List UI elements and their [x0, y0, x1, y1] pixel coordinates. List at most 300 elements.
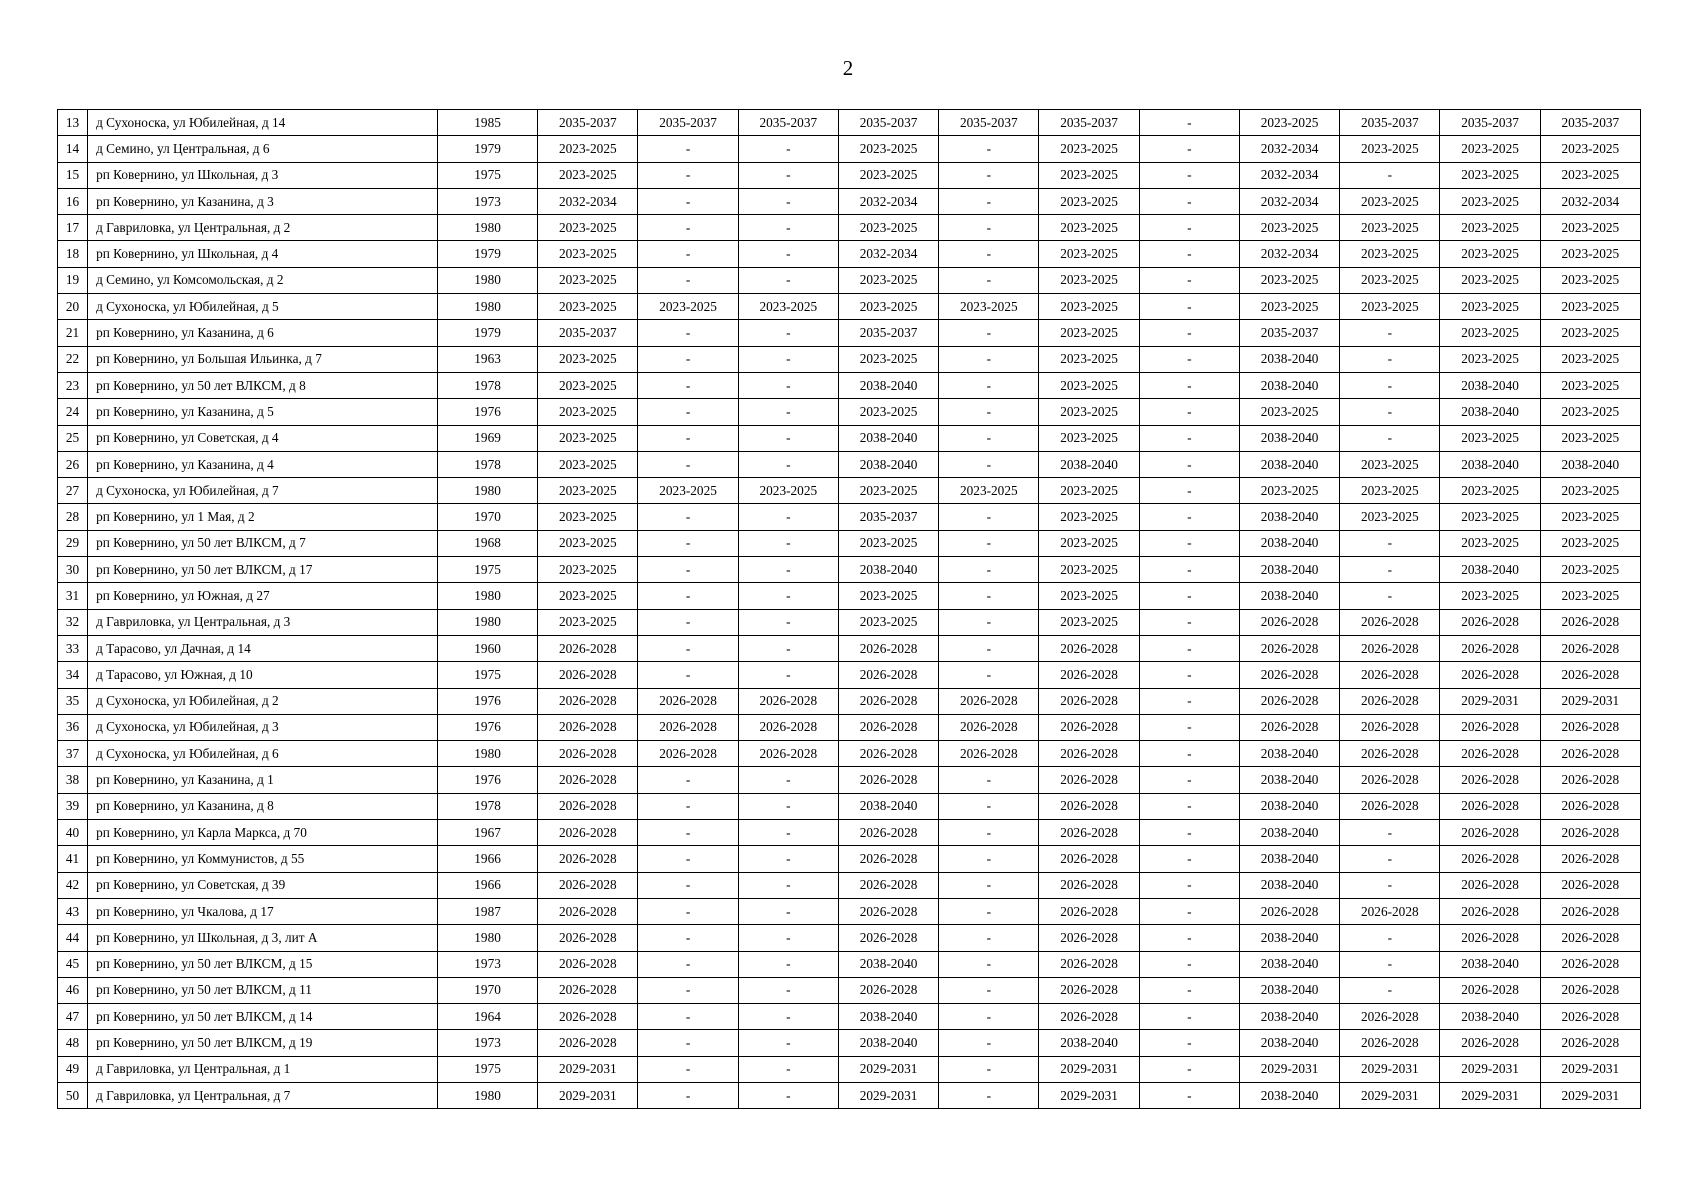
table-row [58, 504, 1641, 530]
row-number-cell: 35 [58, 688, 88, 714]
row-number-cell: 41 [58, 846, 88, 872]
period-cell: - [638, 346, 738, 372]
address-cell: д Семино, ул Комсомольская, д 2 [88, 267, 438, 293]
address-cell: д Гавриловка, ул Центральная, д 2 [88, 215, 438, 241]
period-cell: 2038-2040 [1239, 504, 1339, 530]
period-cell: - [738, 241, 838, 267]
period-cell: 2038-2040 [1440, 557, 1540, 583]
period-cell: - [738, 320, 838, 346]
period-cell: 2026-2028 [1440, 872, 1540, 898]
period-cell: 2023-2025 [1540, 372, 1640, 398]
period-cell: 2023-2025 [1440, 241, 1540, 267]
row-number-cell: 19 [58, 267, 88, 293]
table-row [58, 267, 1641, 293]
period-cell: - [1139, 846, 1239, 872]
row-number-cell: 48 [58, 1030, 88, 1056]
table-row [58, 188, 1641, 214]
period-cell: 2038-2040 [1239, 872, 1339, 898]
period-cell: - [939, 767, 1039, 793]
row-number-cell: 22 [58, 346, 88, 372]
period-cell: - [939, 609, 1039, 635]
period-cell: 2038-2040 [1039, 451, 1139, 477]
row-number-cell: 39 [58, 793, 88, 819]
period-cell: 2038-2040 [1239, 425, 1339, 451]
address-cell: рп Ковернино, ул 50 лет ВЛКСМ, д 7 [88, 530, 438, 556]
period-cell: 2026-2028 [1440, 898, 1540, 924]
address-cell: рп Ковернино, ул Чкалова, д 17 [88, 898, 438, 924]
period-cell: 2026-2028 [1440, 820, 1540, 846]
row-number-cell: 17 [58, 215, 88, 241]
period-cell: - [638, 188, 738, 214]
period-cell: - [939, 320, 1039, 346]
period-cell: 2026-2028 [1340, 1004, 1440, 1030]
period-cell: - [738, 793, 838, 819]
address-cell: рп Ковернино, ул 50 лет ВЛКСМ, д 15 [88, 951, 438, 977]
period-cell: - [638, 372, 738, 398]
period-cell: - [638, 530, 738, 556]
period-cell: 2026-2028 [1540, 1030, 1640, 1056]
period-cell: 2029-2031 [1039, 1056, 1139, 1082]
period-cell: 2026-2028 [838, 635, 938, 661]
row-number-cell: 29 [58, 530, 88, 556]
period-cell: - [1340, 925, 1440, 951]
period-cell: 2026-2028 [1440, 714, 1540, 740]
row-number-cell: 38 [58, 767, 88, 793]
row-number-cell: 18 [58, 241, 88, 267]
table-row [58, 583, 1641, 609]
period-cell: 2038-2040 [1239, 346, 1339, 372]
period-cell: 2023-2025 [1540, 162, 1640, 188]
period-cell: - [939, 1004, 1039, 1030]
period-cell: 2026-2028 [1440, 793, 1540, 819]
period-cell: 2038-2040 [1239, 925, 1339, 951]
period-cell: 2023-2025 [1039, 557, 1139, 583]
period-cell: 2026-2028 [1440, 925, 1540, 951]
period-cell: 2035-2037 [1440, 110, 1540, 136]
address-cell: д Сухоноска, ул Юбилейная, д 7 [88, 478, 438, 504]
table-row [58, 294, 1641, 320]
period-cell: - [638, 425, 738, 451]
period-cell: - [738, 583, 838, 609]
period-cell: - [939, 425, 1039, 451]
period-cell: - [1139, 478, 1239, 504]
table-row [58, 846, 1641, 872]
period-cell: 2023-2025 [1540, 425, 1640, 451]
address-cell: д Сухоноска, ул Юбилейная, д 5 [88, 294, 438, 320]
period-cell: 2023-2025 [538, 583, 638, 609]
period-cell: 2023-2025 [1440, 294, 1540, 320]
period-cell: 2029-2031 [1540, 1056, 1640, 1082]
period-cell: - [1139, 951, 1239, 977]
period-cell: 2023-2025 [1540, 215, 1640, 241]
period-cell: 2026-2028 [538, 1030, 638, 1056]
period-cell: - [939, 1056, 1039, 1082]
period-cell: 2026-2028 [1239, 609, 1339, 635]
row-number-cell: 30 [58, 557, 88, 583]
period-cell: 2035-2037 [1540, 110, 1640, 136]
period-cell: - [638, 320, 738, 346]
period-cell: 2023-2025 [1239, 399, 1339, 425]
period-cell: 2023-2025 [538, 136, 638, 162]
period-cell: 2038-2040 [1239, 820, 1339, 846]
table-row [58, 425, 1641, 451]
period-cell: 2023-2025 [1540, 530, 1640, 556]
period-cell: - [1139, 1004, 1239, 1030]
row-number-cell: 31 [58, 583, 88, 609]
address-cell: д Гавриловка, ул Центральная, д 7 [88, 1082, 438, 1108]
period-cell: 2023-2025 [1039, 504, 1139, 530]
year-cell: 1973 [437, 951, 537, 977]
period-cell: 2023-2025 [838, 399, 938, 425]
address-cell: рп Ковернино, ул Карла Маркса, д 70 [88, 820, 438, 846]
table-row [58, 951, 1641, 977]
address-cell: д Сухоноска, ул Юбилейная, д 2 [88, 688, 438, 714]
period-cell: 2026-2028 [939, 714, 1039, 740]
year-cell: 1979 [437, 241, 537, 267]
period-cell: 2026-2028 [1039, 846, 1139, 872]
period-cell: 2023-2025 [1039, 241, 1139, 267]
address-cell: рп Ковернино, ул Казанина, д 4 [88, 451, 438, 477]
period-cell: - [638, 241, 738, 267]
period-cell: 2026-2028 [1540, 767, 1640, 793]
year-cell: 1987 [437, 898, 537, 924]
year-cell: 1980 [437, 478, 537, 504]
year-cell: 1970 [437, 504, 537, 530]
period-cell: 2023-2025 [1239, 110, 1339, 136]
period-cell: 2026-2028 [1340, 767, 1440, 793]
period-cell: - [638, 1004, 738, 1030]
page-number: 2 [842, 56, 854, 80]
period-cell: 2035-2037 [838, 320, 938, 346]
period-cell: - [638, 898, 738, 924]
period-cell: 2026-2028 [1039, 898, 1139, 924]
year-cell: 1964 [437, 1004, 537, 1030]
table-row [58, 1030, 1641, 1056]
period-cell: - [1340, 399, 1440, 425]
period-cell: 2023-2025 [1039, 425, 1139, 451]
address-cell: д Сухоноска, ул Юбилейная, д 3 [88, 714, 438, 740]
period-cell: 2035-2037 [638, 110, 738, 136]
period-cell: 2038-2040 [838, 951, 938, 977]
period-cell: - [738, 162, 838, 188]
period-cell: 2026-2028 [538, 688, 638, 714]
period-cell: 2023-2025 [1540, 583, 1640, 609]
period-cell: 2023-2025 [538, 241, 638, 267]
year-cell: 1980 [437, 294, 537, 320]
period-cell: 2029-2031 [838, 1082, 938, 1108]
period-cell: 2023-2025 [1540, 136, 1640, 162]
period-cell: 2023-2025 [1039, 136, 1139, 162]
table-row [58, 1056, 1641, 1082]
year-cell: 1979 [437, 136, 537, 162]
period-cell: - [1139, 820, 1239, 846]
period-cell: 2029-2031 [538, 1082, 638, 1108]
year-cell: 1973 [437, 1030, 537, 1056]
period-cell: - [1139, 451, 1239, 477]
period-cell: 2023-2025 [1039, 294, 1139, 320]
period-cell: 2023-2025 [1540, 241, 1640, 267]
table-row [58, 136, 1641, 162]
period-cell: 2026-2028 [538, 1004, 638, 1030]
period-cell: - [1139, 1056, 1239, 1082]
period-cell: - [939, 162, 1039, 188]
period-cell: 2026-2028 [1340, 688, 1440, 714]
period-cell: - [1139, 372, 1239, 398]
address-cell: рп Ковернино, ул Коммунистов, д 55 [88, 846, 438, 872]
period-cell: 2026-2028 [838, 846, 938, 872]
period-cell: 2026-2028 [1039, 688, 1139, 714]
period-cell: - [939, 372, 1039, 398]
year-cell: 1980 [437, 267, 537, 293]
period-cell: 2023-2025 [838, 530, 938, 556]
period-cell: - [638, 872, 738, 898]
period-cell: 2023-2025 [638, 478, 738, 504]
row-number-cell: 28 [58, 504, 88, 530]
period-cell: - [1139, 767, 1239, 793]
period-cell: 2023-2025 [1340, 504, 1440, 530]
period-cell: 2026-2028 [1239, 898, 1339, 924]
period-cell: 2038-2040 [1239, 1030, 1339, 1056]
period-cell: 2038-2040 [1239, 741, 1339, 767]
period-cell: 2029-2031 [1340, 1056, 1440, 1082]
year-cell: 1980 [437, 925, 537, 951]
period-cell: 2026-2028 [1039, 662, 1139, 688]
period-cell: - [1139, 320, 1239, 346]
period-cell: - [1139, 504, 1239, 530]
period-cell: 2026-2028 [838, 820, 938, 846]
period-cell: 2029-2031 [838, 1056, 938, 1082]
period-cell: 2029-2031 [1440, 688, 1540, 714]
row-number-cell: 24 [58, 399, 88, 425]
period-cell: - [939, 1082, 1039, 1108]
period-cell: - [738, 662, 838, 688]
period-cell: 2026-2028 [1540, 977, 1640, 1003]
period-cell: - [939, 188, 1039, 214]
period-cell: 2023-2025 [1340, 451, 1440, 477]
period-cell: 2035-2037 [838, 504, 938, 530]
period-cell: 2023-2025 [1540, 504, 1640, 530]
period-cell: 2026-2028 [1039, 1004, 1139, 1030]
period-cell: 2026-2028 [1039, 741, 1139, 767]
period-cell: - [638, 1030, 738, 1056]
row-number-cell: 14 [58, 136, 88, 162]
period-cell: - [738, 1004, 838, 1030]
period-cell: - [1139, 346, 1239, 372]
period-cell: - [738, 872, 838, 898]
period-cell: - [1340, 820, 1440, 846]
table-row [58, 872, 1641, 898]
period-cell: 2023-2025 [538, 162, 638, 188]
period-cell: 2026-2028 [1540, 898, 1640, 924]
address-cell: рп Ковернино, ул 50 лет ВЛКСМ, д 8 [88, 372, 438, 398]
period-cell: 2023-2025 [838, 267, 938, 293]
table-row [58, 741, 1641, 767]
address-cell: рп Ковернино, ул Школьная, д 4 [88, 241, 438, 267]
period-cell: - [738, 1082, 838, 1108]
row-number-cell: 47 [58, 1004, 88, 1030]
address-cell: рп Ковернино, ул Казанина, д 5 [88, 399, 438, 425]
table-row [58, 609, 1641, 635]
period-cell: - [939, 662, 1039, 688]
period-cell: 2026-2028 [1239, 635, 1339, 661]
period-cell: 2038-2040 [838, 451, 938, 477]
year-cell: 1975 [437, 557, 537, 583]
period-cell: - [738, 451, 838, 477]
period-cell: 2023-2025 [738, 478, 838, 504]
period-cell: 2023-2025 [1039, 346, 1139, 372]
period-cell: 2023-2025 [538, 399, 638, 425]
table-row [58, 820, 1641, 846]
period-cell: 2026-2028 [1440, 846, 1540, 872]
period-cell: - [738, 609, 838, 635]
period-cell: 2032-2034 [538, 188, 638, 214]
period-cell: 2026-2028 [538, 767, 638, 793]
period-cell: 2038-2040 [838, 1004, 938, 1030]
period-cell: 2023-2025 [538, 609, 638, 635]
table-row [58, 767, 1641, 793]
period-cell: - [1139, 188, 1239, 214]
period-cell: 2023-2025 [1340, 294, 1440, 320]
period-cell: 2026-2028 [538, 662, 638, 688]
period-cell: 2023-2025 [538, 215, 638, 241]
period-cell: - [738, 372, 838, 398]
table-row [58, 635, 1641, 661]
period-cell: 2038-2040 [1239, 1004, 1339, 1030]
period-cell: 2026-2028 [738, 741, 838, 767]
period-cell: - [738, 846, 838, 872]
period-cell: - [638, 399, 738, 425]
year-cell: 1969 [437, 425, 537, 451]
table-row [58, 977, 1641, 1003]
period-cell: - [738, 136, 838, 162]
period-cell: 2023-2025 [1239, 478, 1339, 504]
period-cell: 2026-2028 [1440, 662, 1540, 688]
address-cell: рп Ковернино, ул 50 лет ВЛКСМ, д 19 [88, 1030, 438, 1056]
period-cell: 2023-2025 [1039, 609, 1139, 635]
period-cell: - [738, 188, 838, 214]
period-cell: - [1139, 977, 1239, 1003]
period-cell: 2023-2025 [1540, 346, 1640, 372]
period-cell: 2026-2028 [538, 635, 638, 661]
period-cell: 2032-2034 [1239, 241, 1339, 267]
period-cell: - [1139, 688, 1239, 714]
period-cell: - [939, 504, 1039, 530]
period-cell: 2038-2040 [1540, 451, 1640, 477]
period-cell: - [939, 1030, 1039, 1056]
period-cell: 2035-2037 [738, 110, 838, 136]
period-cell: - [939, 925, 1039, 951]
period-cell: - [638, 662, 738, 688]
table-row [58, 714, 1641, 740]
period-cell: - [638, 504, 738, 530]
year-cell: 1976 [437, 688, 537, 714]
period-cell: - [1139, 267, 1239, 293]
table-row [58, 346, 1641, 372]
period-cell: 2026-2028 [1239, 662, 1339, 688]
period-cell: 2023-2025 [1039, 162, 1139, 188]
table-row [58, 662, 1641, 688]
address-cell: рп Ковернино, ул Казанина, д 8 [88, 793, 438, 819]
period-cell: - [738, 504, 838, 530]
period-cell: - [738, 399, 838, 425]
address-cell: рп Ковернино, ул 50 лет ВЛКСМ, д 14 [88, 1004, 438, 1030]
period-cell: - [1340, 372, 1440, 398]
period-cell: 2023-2025 [1340, 267, 1440, 293]
year-cell: 1966 [437, 872, 537, 898]
address-cell: д Тарасово, ул Южная, д 10 [88, 662, 438, 688]
period-cell: 2026-2028 [1440, 609, 1540, 635]
period-cell: - [1340, 557, 1440, 583]
period-cell: 2029-2031 [1239, 1056, 1339, 1082]
period-cell: 2023-2025 [939, 294, 1039, 320]
period-cell: - [738, 215, 838, 241]
period-cell: 2026-2028 [538, 977, 638, 1003]
period-cell: 2026-2028 [1039, 793, 1139, 819]
period-cell: 2038-2040 [838, 372, 938, 398]
period-cell: 2026-2028 [1039, 820, 1139, 846]
period-cell: 2023-2025 [1039, 399, 1139, 425]
period-cell: 2026-2028 [1039, 714, 1139, 740]
period-cell: - [939, 557, 1039, 583]
period-cell: - [1139, 741, 1239, 767]
period-cell: - [1340, 425, 1440, 451]
table-row [58, 110, 1641, 136]
period-cell: 2023-2025 [1540, 267, 1640, 293]
period-cell: 2026-2028 [1039, 977, 1139, 1003]
period-cell: 2023-2025 [1440, 346, 1540, 372]
period-cell: 2026-2028 [1340, 662, 1440, 688]
period-cell: - [1139, 557, 1239, 583]
period-cell: - [1139, 925, 1239, 951]
period-cell: 2026-2028 [638, 714, 738, 740]
period-cell: 2026-2028 [838, 925, 938, 951]
period-cell: - [638, 846, 738, 872]
table-row [58, 241, 1641, 267]
period-cell: - [738, 557, 838, 583]
period-cell: 2038-2040 [1440, 1004, 1540, 1030]
period-cell: 2026-2028 [1440, 767, 1540, 793]
period-cell: - [939, 951, 1039, 977]
period-cell: 2023-2025 [538, 530, 638, 556]
period-cell: 2026-2028 [1440, 977, 1540, 1003]
table-row [58, 399, 1641, 425]
period-cell: 2023-2025 [1039, 267, 1139, 293]
period-cell: - [638, 1082, 738, 1108]
row-number-cell: 13 [58, 110, 88, 136]
period-cell: 2026-2028 [838, 688, 938, 714]
period-cell: 2038-2040 [1239, 583, 1339, 609]
period-cell: 2023-2025 [538, 346, 638, 372]
row-number-cell: 23 [58, 372, 88, 398]
year-cell: 1980 [437, 1082, 537, 1108]
period-cell: 2023-2025 [1440, 583, 1540, 609]
year-cell: 1966 [437, 846, 537, 872]
period-cell: - [638, 793, 738, 819]
period-cell: 2026-2028 [1340, 609, 1440, 635]
period-cell: 2038-2040 [838, 793, 938, 819]
period-cell: - [738, 977, 838, 1003]
period-cell: 2023-2025 [1340, 478, 1440, 504]
period-cell: 2026-2028 [1440, 1030, 1540, 1056]
period-cell: - [738, 898, 838, 924]
period-cell: - [939, 583, 1039, 609]
period-cell: - [1139, 635, 1239, 661]
period-cell: 2023-2025 [1440, 267, 1540, 293]
row-number-cell: 40 [58, 820, 88, 846]
address-cell: рп Ковернино, ул 50 лет ВЛКСМ, д 17 [88, 557, 438, 583]
period-cell: 2026-2028 [939, 688, 1039, 714]
period-cell: 2026-2028 [638, 741, 738, 767]
